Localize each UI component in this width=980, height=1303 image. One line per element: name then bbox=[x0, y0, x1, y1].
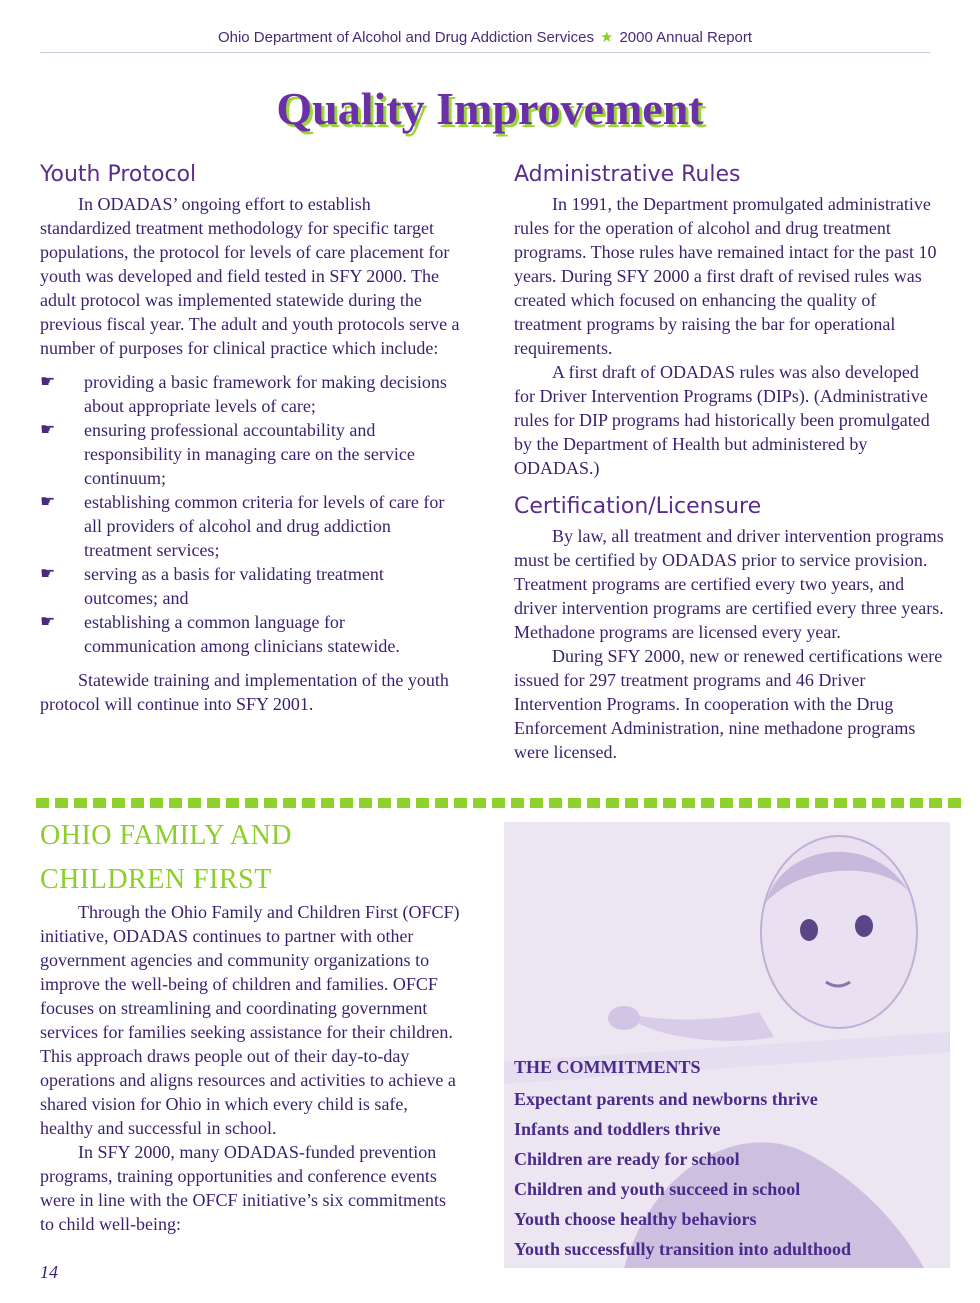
star-icon: ★ bbox=[599, 29, 614, 46]
pointing-hand-icon: ☛ bbox=[40, 564, 56, 584]
certification-heading: Certification/Licensure bbox=[514, 494, 762, 519]
header-publisher: Ohio Department of Alcohol and Drug Addiction Services bbox=[217, 29, 594, 46]
page-title: Quality Improvement bbox=[276, 83, 704, 134]
bullet-item bbox=[40, 490, 460, 562]
bullet-item bbox=[40, 610, 460, 658]
bullet-item bbox=[40, 562, 460, 610]
youth-protocol-intro: In ODADAS’ ongoing effort to establish standardized treatment methodology for specific target populations, the protocol for levels of care placement for youth was developed and field tested in SFY 2000. The adult protocol was implemented statewide during the previous fiscal year. The adult and youth protocols serve a number of purposes for clinical practice which include: bbox=[40, 194, 460, 358]
commitment-item: Expectant parents and newborns thrive bbox=[514, 1089, 818, 1109]
commitment-item: Children and youth succeed in school bbox=[514, 1179, 801, 1199]
ofcf-title bbox=[40, 814, 480, 902]
certification-p2: During SFY 2000, new or renewed certifications were issued for 297 treatment programs and 46 Driver Intervention Programs. In cooperation with the Drug Enforcement Administration, nine methadone programs were licensed. bbox=[514, 646, 943, 762]
ofcf-title-line2: CHILDREN FIRST bbox=[40, 864, 272, 895]
administrative-rules-p2: A first draft of ODADAS rules was also developed for Driver Intervention Programs (DIPs). (Administrative rules for DIP programs had historically been promulgated by the Department of Health but administered by ODADAS.) bbox=[514, 362, 930, 478]
bullet-item bbox=[40, 370, 460, 418]
youth-protocol-section bbox=[40, 160, 460, 716]
page-number: 14 bbox=[40, 1262, 58, 1282]
section-gap bbox=[514, 480, 944, 492]
administrative-rules-heading: Administrative Rules bbox=[514, 162, 741, 187]
commitments-heading: THE COMMITMENTS bbox=[514, 1057, 701, 1077]
dashed-divider bbox=[36, 798, 966, 808]
bullet-text: providing a basic framework for making decisions about appropriate levels of care; bbox=[84, 372, 447, 416]
youth-protocol-closing: Statewide training and implementation of the youth protocol will continue into SFY 2001. bbox=[40, 670, 449, 714]
pointing-hand-icon: ☛ bbox=[40, 420, 56, 440]
right-column bbox=[514, 160, 944, 764]
bullet-text: establishing a common language for communication among clinicians statewide. bbox=[84, 612, 400, 656]
commitment-item: Children are ready for school bbox=[514, 1149, 740, 1169]
bullet-text: ensuring professional accountability and responsibility in managing care on the service continuum; bbox=[84, 420, 415, 488]
bullet-item bbox=[40, 418, 460, 490]
header-rule bbox=[40, 52, 930, 53]
bullet-text: serving as a basis for validating treatment outcomes; and bbox=[84, 564, 384, 608]
commitment-item: Infants and toddlers thrive bbox=[514, 1119, 721, 1139]
ofcf-body bbox=[40, 900, 460, 1236]
certification-p1: By law, all treatment and driver intervention programs must be certified by ODADAS prior to service provision. Treatment programs are certified every two years, and driver intervention programs are certified every three years. Methadone programs are licensed every year. bbox=[514, 526, 944, 642]
commitment-item: Youth successfully transition into adulthood bbox=[514, 1239, 852, 1259]
administrative-rules-p1: In 1991, the Department promulgated administrative rules for the operation of alcohol and drug treatment programs. Those rules have remained intact for the past 10 years. During SFY 2000 a first draft of revised rules was created which focused on enhancing the quality of treatment programs by raising the bar for operational requirements. bbox=[514, 194, 937, 358]
ofcf-p1: Through the Ohio Family and Children First (OFCF) initiative, ODADAS continues to partner with other government agencies and community organizations to improve the well-being of children and families. OFCF focuses on streamlining and coordinating government services for families seeking assistance for their children. This approach draws people out of their day-to-day operations and aligns resources and activities to achieve a shared vision for Ohio in which every child is safe, healthy and successful in school. bbox=[40, 902, 460, 1138]
header-report-title: 2000 Annual Report bbox=[619, 29, 753, 46]
youth-protocol-heading: Youth Protocol bbox=[40, 162, 197, 187]
youth-protocol-bullets bbox=[40, 370, 460, 658]
page-header bbox=[40, 28, 930, 52]
pointing-hand-icon: ☛ bbox=[40, 492, 56, 512]
ofcf-title-line1: OHIO FAMILY AND bbox=[40, 820, 293, 851]
ofcf-p2: In SFY 2000, many ODADAS-funded prevention programs, training opportunities and conference events were in line with the OFCF initiative’s six commitments to child well-being: bbox=[40, 1142, 446, 1234]
commitment-item: Youth choose healthy behaviors bbox=[514, 1209, 757, 1229]
pointing-hand-icon: ☛ bbox=[40, 612, 56, 632]
commitments-box bbox=[514, 1054, 944, 1264]
bullet-text: establishing common criteria for levels of care for all providers of alcohol and drug addiction treatment services; bbox=[84, 492, 445, 560]
pointing-hand-icon: ☛ bbox=[40, 372, 56, 392]
